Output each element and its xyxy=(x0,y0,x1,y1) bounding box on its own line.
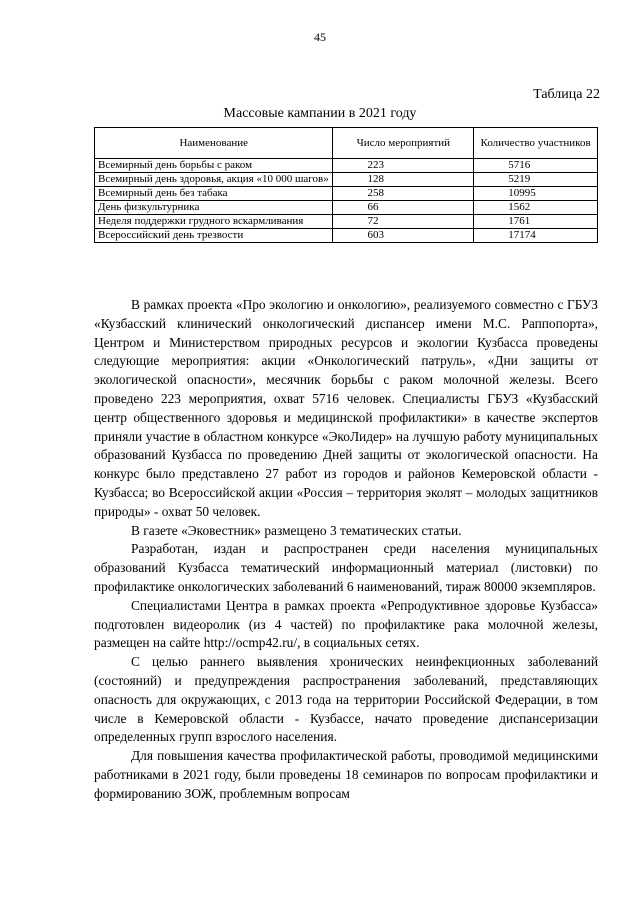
table-row xyxy=(95,229,598,243)
cell-name: Всероссийский день трезвости xyxy=(95,229,333,243)
cell-events: 603 xyxy=(333,229,474,243)
cell-participants: 5716 xyxy=(474,159,598,173)
table-row xyxy=(95,187,598,201)
cell-events: 128 xyxy=(333,173,474,187)
paragraph-newspaper: В газете «Эковестник» размещено 3 тематических статьи. xyxy=(131,522,462,538)
paragraph-eco-project: В рамках проекта «Про экологию и онкологию», реализуемого совместно с ГБУЗ «Кузбасский клинический онкологический диспансер имени М.С. Раппопорта», Центром и Министерством природных ресурсов и экологии Кузбасса проведены следующие мероприятия: акции «Онкологический патруль», «Дни защиты от экологической опасности», месячник борьбы с раком молочной железы. Всего проведено 223 мероприятия, охват 5716 человек. Специалисты ГБУЗ «Кузбасский центр общественного здоровья и медицинской профилактики» в качестве экспертов приняли участие в областном конкурсе «ЭкоЛидер» на лучшую работу муниципальных образований Кузбасса по проведению Дней защиты от экологической опасности. На конкурс было представлено 27 работ из городов и районов Кемеровской области - Кузбасса; во Всероссийской акции «Россия – территория эколят – молодых защитников природы» - охват 50 человек. xyxy=(94,297,598,519)
cell-name: Всемирный день борьбы с раком xyxy=(95,159,333,173)
cell-participants: 1761 xyxy=(474,215,598,229)
cell-participants: 1562 xyxy=(474,201,598,215)
cell-events: 72 xyxy=(333,215,474,229)
column-header-name: Наименование xyxy=(95,128,333,159)
cell-events: 223 xyxy=(333,159,474,173)
table-row xyxy=(95,215,598,229)
cell-participants: 17174 xyxy=(474,229,598,243)
paragraph-seminars: Для повышения качества профилактической работы, проводимой медицинскими работниками в 2021 году, были проведены 18 семинаров по вопросам профилактики и формированию ЗОЖ, проблемным вопросам xyxy=(94,748,598,801)
mass-campaigns-table xyxy=(94,127,598,243)
cell-participants: 10995 xyxy=(474,187,598,201)
paragraph-dispensary: С целью раннего выявления хронических неинфекционных заболеваний (состояний) и предупреждения распространения заболеваний, представляющих опасность для окружающих, с 2013 года на территории Российской Федерации, в том числе в Кемеровской области - Кузбассе, начато проведение диспансеризации определенных групп взрослого населения. xyxy=(94,654,598,745)
body-text xyxy=(94,296,598,804)
column-header-participants: Количество участников xyxy=(474,128,598,159)
cell-events: 66 xyxy=(333,201,474,215)
cell-name: Всемирный день здоровья, акция «10 000 шагов» xyxy=(95,173,333,187)
cell-events: 258 xyxy=(333,187,474,201)
page-number: 45 xyxy=(314,30,326,44)
table-header-row xyxy=(95,128,598,159)
cell-name: Всемирный день без табака xyxy=(95,187,333,201)
table-row xyxy=(95,201,598,215)
cell-name: День физкультурника xyxy=(95,201,333,215)
paragraph-leaflets: Разработан, издан и распространен среди населения муниципальных образований Кузбасса тематический информационный материал (листовки) по профилактике онкологических заболеваний 6 наименований, тираж 80000 экземпляров. xyxy=(94,541,598,594)
column-header-events: Число мероприятий xyxy=(333,128,474,159)
table-row xyxy=(95,173,598,187)
table-caption: Таблица 22 xyxy=(533,87,600,102)
cell-name: Неделя поддержки грудного вскармливания xyxy=(95,215,333,229)
table-title: Массовые кампании в 2021 году xyxy=(223,106,417,121)
cell-participants: 5219 xyxy=(474,173,598,187)
table-row xyxy=(95,159,598,173)
paragraph-video: Специалистами Центра в рамках проекта «Репродуктивное здоровье Кузбасса» подготовлен видеоролик (из 4 частей) по профилактике рака молочной железы, размещен на сайте http://ocmp42.ru/, в социальных сетях. xyxy=(94,597,598,651)
